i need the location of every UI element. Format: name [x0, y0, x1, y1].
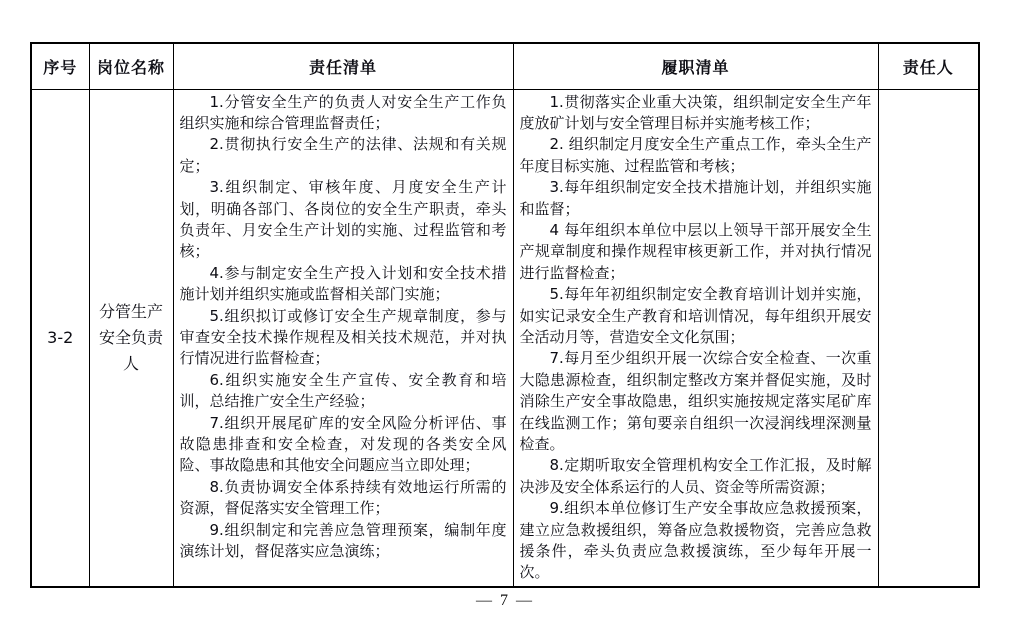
list-paragraph: 6.组织实施安全生产宣传、安全教育和培训，总结推广安全生产经验；: [179, 370, 507, 411]
cell-serial-number: 3-2: [31, 89, 89, 587]
list-paragraph: 1.贯彻落实企业重大决策，组织制定安全生产年度放矿计划与安全管理目标并实施考核工作；: [519, 92, 872, 132]
list-paragraph: 4.参与制定安全生产投入计划和安全技术措施计划并组织实施或监督相关部门实施；: [179, 263, 507, 304]
responsibility-duty-table: [30, 42, 980, 588]
list-paragraph: 1.分管安全生产的负责人对安全生产工作负组织实施和综合管理监督责任；: [179, 92, 507, 132]
header-cell-person: 责任人: [878, 43, 979, 89]
list-paragraph: 7.每月至少组织开展一次综合安全检查、一次重大隐患源检查，组织制定整改方案并督促实施，及时消除生产安全事故隐患，组织实施按规定落实尾矿库在线监测工作；第旬要亲自组织一次浸润线埋深测量检查。: [519, 349, 872, 453]
table-row: [31, 89, 979, 587]
list-paragraph: 8.定期听取安全管理机构安全工作汇报，及时解决涉及安全体系运行的人员、资金等所需资源；: [519, 456, 872, 496]
header-cell-duty: 履职清单: [513, 43, 878, 89]
list-paragraph: 9.组织本单位修订生产安全事故应急救援预案，建立应急救援组织，筹备应急救援物资，完善应急救援条件，牵头负责应急救援演练，至少每年开展一次。: [519, 499, 872, 582]
header-cell-post: 岗位名称: [89, 43, 173, 89]
header-cell-seq: 序号: [31, 43, 89, 89]
list-paragraph: 5.每年年初组织制定安全教育培训计划并实施，如实记录安全生产教育和培训情况，每年组织开展安全活动月等，营造安全文化氛围；: [519, 285, 872, 346]
list-paragraph: 2.贯彻执行安全生产的法律、法规和有关规定；: [179, 135, 507, 175]
list-paragraph: 3.每年组织制定安全技术措施计划，并组织实施和监督；: [519, 178, 872, 218]
cell-responsibility-list: [173, 89, 513, 587]
cell-responsible-person: [878, 89, 979, 587]
header-cell-responsibility: 责任清单: [173, 43, 513, 89]
list-paragraph: 4 每年组织本单位中层以上领导干部开展安全生产规章制度和操作规程审核更新工作，并对执行情况进行监督检查；: [519, 220, 872, 282]
page-number: — 7 —: [476, 592, 534, 609]
cell-position-name: 分管生产安全负责人: [89, 89, 173, 587]
list-paragraph: 7.组织开展尾矿库的安全风险分析评估、事故隐患排查和安全检查，对发现的各类安全风险、事故隐患和其他安全问题应当立即处理；: [179, 413, 507, 475]
list-paragraph: 5.组织拟订或修订安全生产规章制度，参与审查安全技术操作规程及相关技术规范，并对执行情况进行监督检查；: [179, 306, 507, 368]
list-paragraph: 2. 组织制定月度安全生产重点工作，牵头全生产年度目标实施、过程监管和考核；: [519, 135, 872, 175]
list-paragraph: 8.负责协调安全体系持续有效地运行所需的资源，督促落实安全管理工作；: [179, 477, 507, 518]
list-paragraph: 3.组织制定、审核年度、月度安全生产计划，明确各部门、各岗位的安全生产职责，牵头负责年、月安全生产计划的实施、过程监管和考核；: [179, 178, 507, 261]
table-header-row: [31, 43, 979, 89]
list-paragraph: 9.组织制定和完善应急管理预案，编制年度演练计划，督促落实应急演练；: [179, 520, 507, 561]
cell-duty-list: [513, 89, 878, 587]
